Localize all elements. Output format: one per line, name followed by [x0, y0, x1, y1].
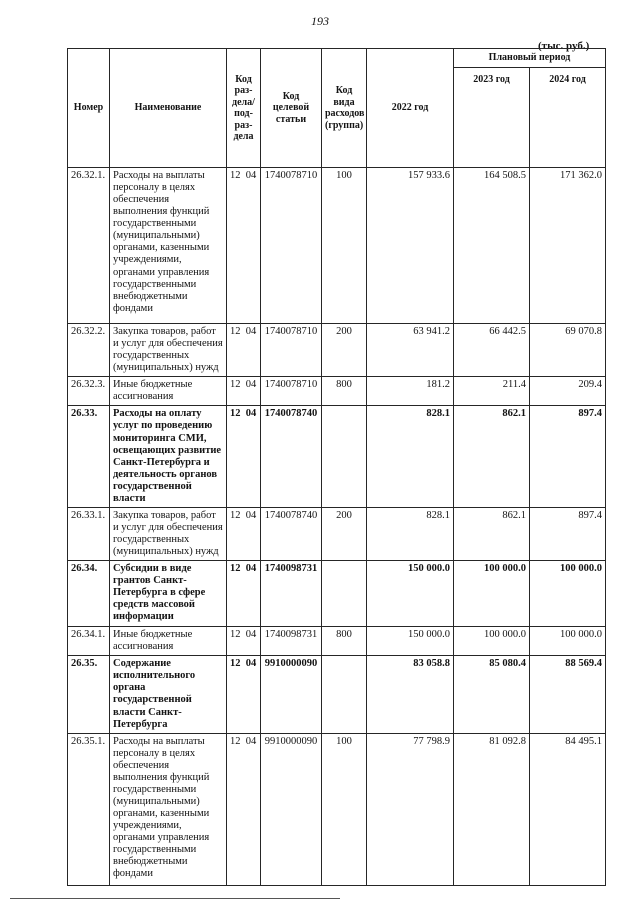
row-name: Расходы на оплату услуг по проведению мониторинга СМИ, освещающих развитие Санкт-Петербурга и деятельность органов государственной власти — [110, 406, 227, 508]
table-row — [68, 377, 606, 406]
row-value-2022: 150 000.0 — [367, 627, 454, 656]
row-value-2023: 164 508.5 — [454, 168, 530, 324]
row-expense-type: 100 — [322, 733, 367, 885]
row-section: 12 — [230, 658, 241, 670]
row-expense-type — [322, 561, 367, 627]
header-year-2022: 2022 год — [367, 49, 454, 168]
row-value-2022: 63 941.2 — [367, 324, 454, 377]
table-row — [68, 168, 606, 324]
row-subsection: 04 — [245, 735, 257, 747]
row-section: 12 — [230, 509, 241, 521]
header-year-2023: 2023 год — [454, 68, 530, 168]
row-value-2024: 897.4 — [530, 507, 606, 560]
header-year-2024: 2024 год — [530, 68, 606, 168]
row-value-2024: 69 070.8 — [530, 324, 606, 377]
row-name: Расходы на выплаты персоналу в целях обеспечения выполнения функций государственными (муниципальными) органами, казенными учреждениями, органами управления государственными внебюджетными фондами — [110, 733, 227, 885]
row-value-2024: 100 000.0 — [530, 627, 606, 656]
row-section: 12 — [230, 629, 241, 641]
row-value-2023: 81 092.8 — [454, 733, 530, 885]
table-row — [68, 406, 606, 508]
table-row — [68, 507, 606, 560]
row-value-2023: 100 000.0 — [454, 561, 530, 627]
row-section: 12 — [230, 326, 241, 337]
row-number: 26.32.3. — [68, 377, 110, 406]
row-subsection: 04 — [245, 408, 257, 420]
row-name: Иные бюджетные ассигнования — [110, 377, 227, 406]
row-subsection: 04 — [245, 170, 257, 181]
footer-rule — [10, 898, 340, 899]
row-subsection: 04 — [245, 563, 257, 575]
row-number: 26.35. — [68, 656, 110, 733]
row-expense-type: 800 — [322, 627, 367, 656]
table-row — [68, 656, 606, 733]
row-value-2022: 157 933.6 — [367, 168, 454, 324]
row-section-code — [227, 507, 261, 560]
row-section: 12 — [230, 170, 241, 181]
header-expense-type: Код вида расходов (группа) — [322, 49, 367, 168]
row-target-code: 1740078740 — [261, 406, 322, 508]
page-number: 193 — [311, 14, 329, 28]
row-subsection: 04 — [245, 326, 257, 337]
row-value-2022: 181.2 — [367, 377, 454, 406]
row-value-2023: 100 000.0 — [454, 627, 530, 656]
row-name: Закупка товаров, работ и услуг для обеспечения государственных (муниципальных) нужд — [110, 507, 227, 560]
row-section-code — [227, 377, 261, 406]
row-number: 26.32.1. — [68, 168, 110, 324]
row-number: 26.32.2. — [68, 324, 110, 377]
row-section: 12 — [230, 379, 241, 391]
row-target-code: 9910000090 — [261, 656, 322, 733]
row-section-code — [227, 168, 261, 324]
row-value-2022: 77 798.9 — [367, 733, 454, 885]
table-row — [68, 561, 606, 627]
budget-table — [67, 48, 606, 886]
row-value-2024: 209.4 — [530, 377, 606, 406]
row-target-code: 1740078740 — [261, 507, 322, 560]
row-value-2023: 85 080.4 — [454, 656, 530, 733]
row-target-code: 1740078710 — [261, 168, 322, 324]
row-expense-type — [322, 656, 367, 733]
row-value-2024: 171 362.0 — [530, 168, 606, 324]
row-target-code: 9910000090 — [261, 733, 322, 885]
row-section-code — [227, 733, 261, 885]
row-value-2024: 88 569.4 — [530, 656, 606, 733]
row-value-2024: 84 495.1 — [530, 733, 606, 885]
row-value-2024: 897.4 — [530, 406, 606, 508]
row-subsection: 04 — [245, 629, 257, 641]
row-subsection: 04 — [245, 379, 257, 391]
table-row — [68, 733, 606, 885]
row-subsection: 04 — [245, 658, 257, 670]
row-value-2024: 100 000.0 — [530, 561, 606, 627]
row-name: Расходы на выплаты персоналу в целях обеспечения выполнения функций государственными (муниципальными) органами, казенными учреждениями, органами управления государственными внебюджетными фондами — [110, 168, 227, 324]
row-section: 12 — [230, 563, 241, 575]
row-number: 26.34. — [68, 561, 110, 627]
header-target-code: Код целевой статьи — [261, 49, 322, 168]
row-value-2022: 828.1 — [367, 507, 454, 560]
row-name: Закупка товаров, работ и услуг для обеспечения государственных (муниципальных) нужд — [110, 324, 227, 377]
row-section-code — [227, 561, 261, 627]
row-name: Субсидии в виде грантов Санкт-Петербурга в сфере средств массовой информации — [110, 561, 227, 627]
row-number: 26.34.1. — [68, 627, 110, 656]
row-expense-type — [322, 406, 367, 508]
row-value-2022: 150 000.0 — [367, 561, 454, 627]
row-value-2023: 66 442.5 — [454, 324, 530, 377]
row-section-code — [227, 627, 261, 656]
header-planned-period: Плановый период — [454, 49, 606, 68]
header-name: Наименование — [110, 49, 227, 168]
row-section-code — [227, 406, 261, 508]
row-section-code — [227, 324, 261, 377]
table-row — [68, 324, 606, 377]
row-value-2023: 211.4 — [454, 377, 530, 406]
row-subsection: 04 — [245, 509, 257, 521]
row-target-code: 1740098731 — [261, 561, 322, 627]
row-target-code: 1740078710 — [261, 324, 322, 377]
row-number: 26.33.1. — [68, 507, 110, 560]
row-name: Иные бюджетные ассигнования — [110, 627, 227, 656]
row-value-2023: 862.1 — [454, 406, 530, 508]
row-expense-type: 200 — [322, 324, 367, 377]
row-name: Содержание исполнительного органа государственной власти Санкт-Петербурга — [110, 656, 227, 733]
row-section-code — [227, 656, 261, 733]
header-number: Номер — [68, 49, 110, 168]
row-value-2023: 862.1 — [454, 507, 530, 560]
header-row — [68, 49, 606, 68]
row-value-2022: 828.1 — [367, 406, 454, 508]
row-target-code: 1740098731 — [261, 627, 322, 656]
table-row — [68, 627, 606, 656]
row-expense-type: 800 — [322, 377, 367, 406]
row-expense-type: 200 — [322, 507, 367, 560]
row-number: 26.35.1. — [68, 733, 110, 885]
header-section-code: Код раз-дела/ под-раз-дела — [227, 49, 261, 168]
row-section: 12 — [230, 735, 241, 747]
row-value-2022: 83 058.8 — [367, 656, 454, 733]
units-label: (тыс. руб.) — [538, 40, 590, 52]
row-section: 12 — [230, 408, 241, 420]
row-expense-type: 100 — [322, 168, 367, 324]
row-target-code: 1740078710 — [261, 377, 322, 406]
row-number: 26.33. — [68, 406, 110, 508]
